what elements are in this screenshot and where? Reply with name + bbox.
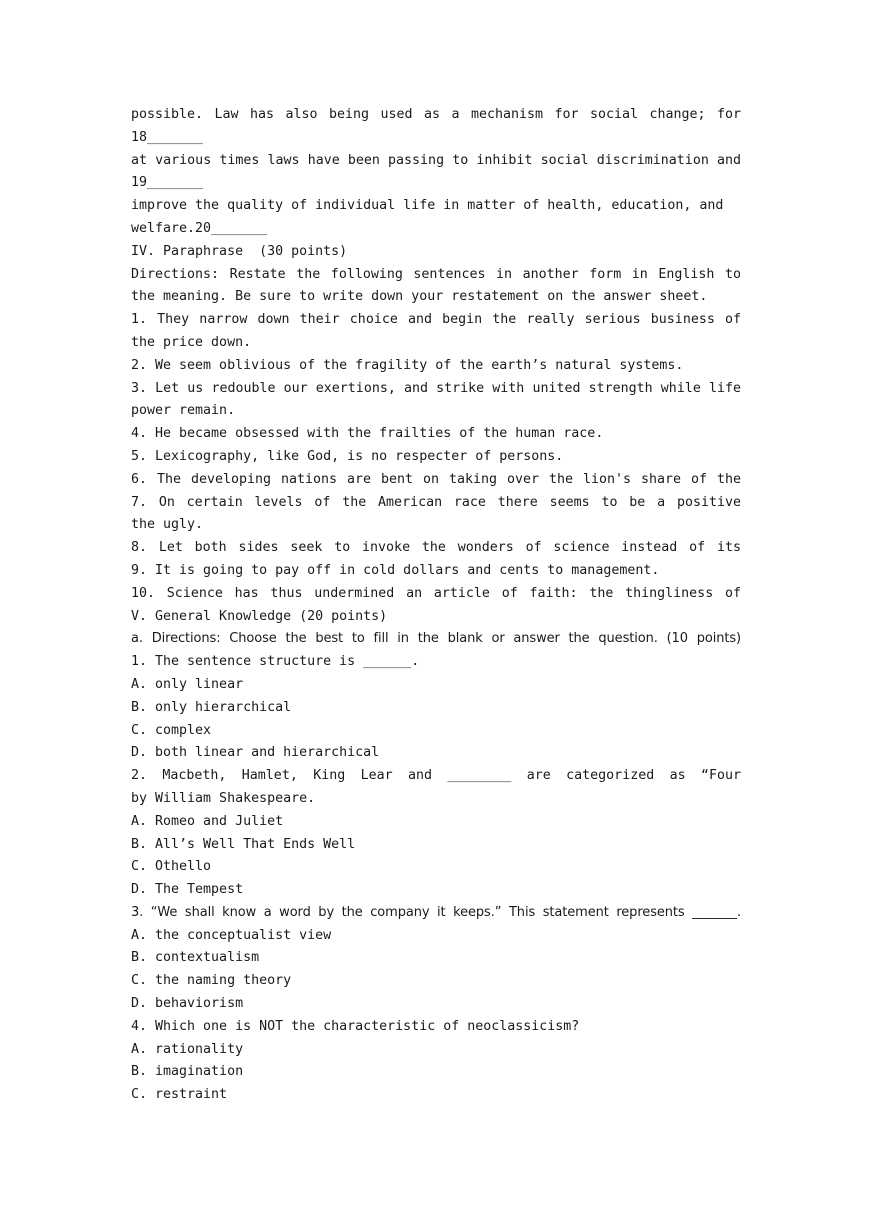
text-line: 6. The developing nations are bent on taking over the lion's share of the <box>131 471 741 487</box>
text-line: A. Romeo and Juliet <box>131 813 284 829</box>
text-line: 8. Let both sides seek to invoke the wonders of science instead of its <box>131 540 741 556</box>
text-line: 4. He became obsessed with the frailties of the human race. <box>131 426 604 442</box>
text-line: possible. Law has also being used as a mechanism for social change; for <box>131 107 741 122</box>
text-line: 2. We seem oblivious of the fragility of the earth’s natural systems. <box>131 357 684 373</box>
text-line: the meaning. Be sure to write down your restatement on the answer sheet. <box>131 289 708 305</box>
text-line: welfare.20_______ <box>131 220 268 236</box>
text-line: 10. Science has thus undermined an article of faith: the thingliness of <box>131 585 741 601</box>
text-line: the price down. <box>131 334 252 350</box>
text-line: D. behaviorism <box>131 996 244 1012</box>
text-line: a. Directions: Choose the best to fill in the blank or answer the question. (10 points) <box>131 631 741 647</box>
text-line: at various times laws have been passing to inhibit social discrimination and <box>131 152 741 168</box>
text-line: C. the naming theory <box>131 973 292 989</box>
text-line: 5. Lexicography, like God, is no respecter of persons. <box>131 448 564 464</box>
text-line: 1. The sentence structure is ______. <box>131 654 420 670</box>
text-line: C. Othello <box>131 859 212 875</box>
text-line: 1. They narrow down their choice and begin the really serious business of <box>131 312 741 328</box>
text-line: 3. Let us redouble our exertions, and strike with united strength while life <box>131 380 741 396</box>
text-line: D. The Tempest <box>131 882 244 898</box>
text-line: power remain. <box>131 403 236 419</box>
text-line: B. All’s Well That Ends Well <box>131 836 356 852</box>
text-line: C. restraint <box>131 1087 228 1103</box>
text-line: A. rationality <box>131 1041 244 1057</box>
text-line: B. imagination <box>131 1064 244 1080</box>
text-line: 9. It is going to pay off in cold dollars and cents to management. <box>131 562 660 578</box>
text-line: by William Shakespeare. <box>131 790 316 806</box>
text-line: 4. Which one is NOT the characteristic of neoclassicism? <box>131 1018 580 1034</box>
text-line: A. only linear <box>131 676 244 692</box>
text-line: 7. On certain levels of the American race there seems to be a positive <box>131 494 741 510</box>
text-line: C. complex <box>131 722 212 738</box>
text-line: D. both linear and hierarchical <box>131 745 380 761</box>
text-line: B. only hierarchical <box>131 699 292 715</box>
text-line: 19_______ <box>131 175 204 191</box>
document-page <box>131 104 741 1107</box>
text-line: 2. Macbeth, Hamlet, King Lear and ________ are categorized as “Four <box>131 768 741 784</box>
text-line: Directions: Restate the following sentences in another form in English to <box>131 266 741 282</box>
text-line: the ugly. <box>131 517 204 533</box>
text-line: A. the conceptualist view <box>131 927 332 943</box>
text-line: improve the quality of individual life in matter of health, education, and <box>131 198 724 214</box>
text-line: IV. Paraphrase (30 points) <box>131 243 348 259</box>
text-line: 18_______ <box>131 129 204 145</box>
text-line: B. contextualism <box>131 950 260 966</box>
text-line: 3. “We shall know a word by the company it keeps.” This statement represents _______. <box>131 904 741 920</box>
text-line: V. General Knowledge (20 points) <box>131 608 388 624</box>
